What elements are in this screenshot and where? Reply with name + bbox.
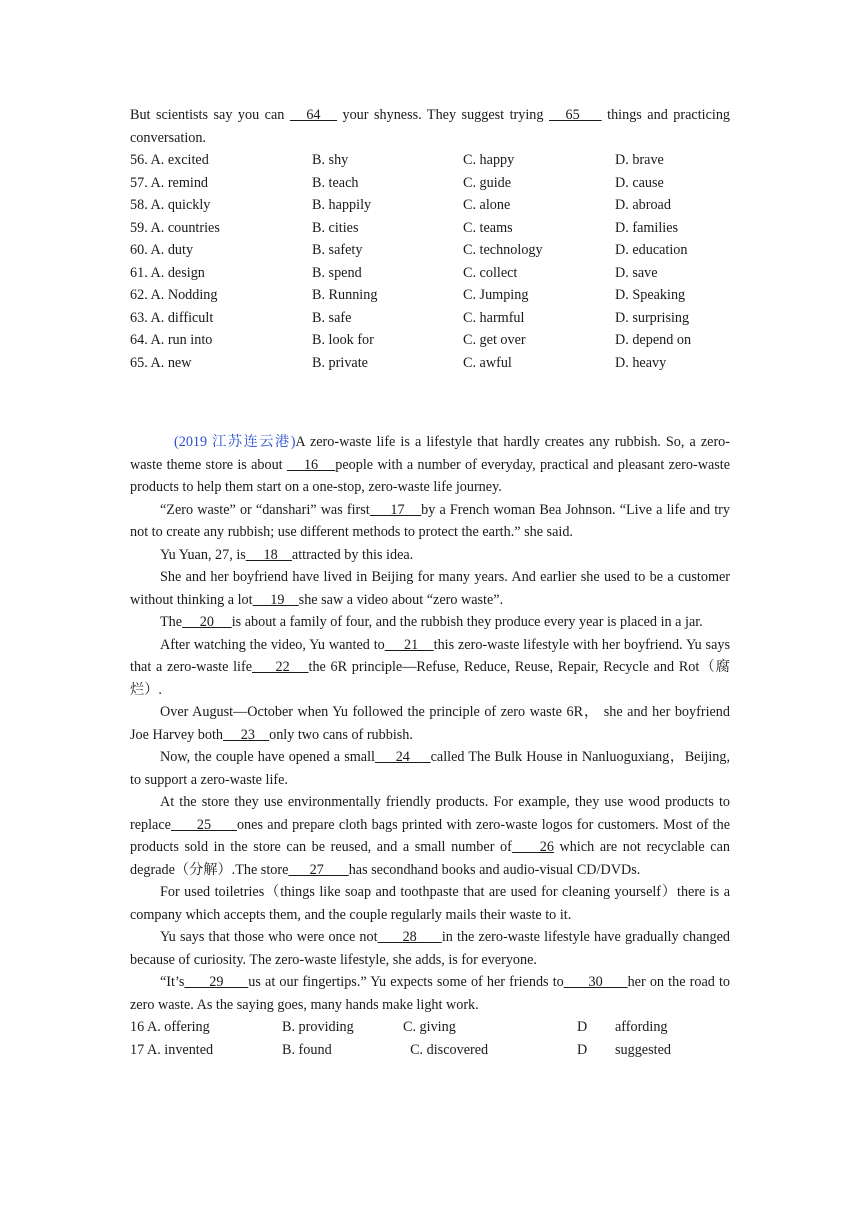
blank-24: 24 <box>375 749 431 765</box>
option-d: suggested <box>615 1041 671 1058</box>
passage-paragraph <box>130 634 730 702</box>
option-d: D. surprising <box>615 309 690 326</box>
blank-22: 22 <box>252 659 309 675</box>
option-c: C. Jumping <box>463 287 529 303</box>
option-a: 63. A. difficult <box>130 309 214 326</box>
option-c: C. discovered <box>403 1041 489 1058</box>
option-b: B. cities <box>312 219 359 236</box>
option-b: B. teach <box>312 174 359 191</box>
option-a: 61. A. design <box>130 264 205 281</box>
blank-21: 21 <box>384 636 434 653</box>
text: Yu Yuan, 27, is <box>160 546 246 563</box>
blank-29: 29 <box>184 974 249 990</box>
option-b: B. found <box>282 1041 332 1058</box>
question-row <box>130 1039 730 1062</box>
text: For used toiletries（things like soap and toothpaste that are used for cleaning yourself）there is a company which accepts them, and the couple regularly mails their waste to it. <box>130 884 730 923</box>
option-a: 17 A. invented <box>130 1041 214 1058</box>
blank-30: 30 <box>563 974 628 990</box>
passage-paragraph <box>130 431 730 499</box>
option-b: B. safety <box>312 242 363 258</box>
text: ones and prepare cloth bags printed with zero-waste logos for customers. Most of the products sold in the store can be reused, and a small number of <box>130 816 730 855</box>
option-b: B. shy <box>312 152 349 168</box>
blank-20: 20 <box>182 614 232 630</box>
source-label: (2019 江苏连云港) <box>174 434 296 450</box>
text: things and practicing conversation. <box>130 107 731 146</box>
option-c: C. guide <box>463 174 512 191</box>
text: in the zero-waste lifestyle have gradually changed because of curiosity. The zero-waste lifestyle, she adds, is for everyone. <box>130 929 730 968</box>
text: Over August—October when Yu followed the principle of zero waste 6R， she and her boyfriend Joe Harvey both <box>130 704 730 743</box>
blank-28: 28 <box>377 929 442 945</box>
blank-25: 25 <box>170 816 237 833</box>
blank-19: 19 <box>252 591 299 608</box>
option-a: 16 A. offering <box>130 1019 210 1035</box>
text: is about a family of four, and the rubbish they produce every year is placed in a jar. <box>231 614 703 630</box>
text: which are not recyclable can degrade（分解）.The store <box>130 839 730 878</box>
section-gap <box>130 374 730 431</box>
option-d: D. families <box>615 219 679 236</box>
question-row <box>130 217 730 240</box>
text: Yu says that those who were once not <box>160 929 378 945</box>
text: the 6R principle—Refuse, Reduce, Reuse, Repair, Recycle and Rot（腐烂）. <box>130 659 730 698</box>
option-c: C. technology <box>463 242 543 258</box>
option-a: 65. A. new <box>130 354 192 371</box>
blank-27: 27 <box>288 861 349 878</box>
text: After watching the video, Yu wanted to <box>160 636 385 653</box>
question-row <box>130 1016 730 1039</box>
blank-16: 16 <box>286 456 336 473</box>
text: She and her boyfriend have lived in Beijing for many years. And earlier she used to be a customer without thinking a lot <box>130 569 730 608</box>
document-page <box>130 104 730 1061</box>
option-b: B. spend <box>312 264 362 281</box>
text: called The Bulk House in Nanluoguxiang，Beijing, to support a zero-waste life. <box>130 749 731 788</box>
option-a: 64. A. run into <box>130 332 213 348</box>
text: us at our fingertips.” Yu expects some of her friends to <box>248 974 564 990</box>
question-row <box>130 239 730 262</box>
option-d: D. education <box>615 242 688 258</box>
blank-26: 26 <box>511 839 554 855</box>
option-b: B. look for <box>312 332 374 348</box>
text: But scientists say you can <box>130 107 290 123</box>
text: The <box>160 614 183 630</box>
text: only two cans of rubbish. <box>269 726 413 743</box>
option-b: B. happily <box>312 197 372 213</box>
option-d: D. cause <box>615 174 664 191</box>
option-a: 57. A. remind <box>130 174 209 191</box>
question-row <box>130 172 730 195</box>
question-row <box>130 352 730 375</box>
option-d: D. save <box>615 264 658 281</box>
options-list-56-65 <box>130 149 730 374</box>
blank-23: 23 <box>222 726 270 743</box>
passage-paragraph <box>130 881 730 926</box>
blank-18: 18 <box>245 546 292 563</box>
text: she saw a video about “zero waste”. <box>298 591 504 608</box>
option-b: B. Running <box>312 287 378 303</box>
passage-paragraph <box>130 611 730 634</box>
options-list-16-30 <box>130 1016 730 1061</box>
text: “Zero waste” or “danshari” was first <box>160 501 370 518</box>
passage-paragraph <box>130 566 730 611</box>
passage-paragraph <box>130 926 730 971</box>
text: has secondhand books and audio-visual CD/DVDs. <box>348 861 641 878</box>
passage-paragraph <box>130 499 730 544</box>
option-c: C. harmful <box>463 309 525 326</box>
text: “It’s <box>160 974 185 990</box>
option-c: C. giving <box>403 1019 456 1035</box>
option-c: C. awful <box>463 354 512 371</box>
option-a: 60. A. duty <box>130 242 194 258</box>
option-a: 56. A. excited <box>130 152 209 168</box>
passage-paragraph <box>130 746 730 791</box>
text: by a French woman Bea Johnson. “Live a life and try not to create any rubbish; use different methods to protect the earth.” she said. <box>130 501 731 540</box>
passage-paragraph <box>130 791 730 881</box>
option-c: C. get over <box>463 332 526 348</box>
option-b: B. providing <box>282 1019 354 1035</box>
question-row <box>130 194 730 217</box>
option-d: D. abroad <box>615 197 671 213</box>
text: this zero-waste lifestyle with her boyfriend. Yu says that a zero-waste life <box>130 636 730 675</box>
question-row <box>130 307 730 330</box>
passage-paragraph <box>130 544 730 567</box>
option-a: 58. A. quickly <box>130 197 211 213</box>
option-d-letter: D <box>577 1019 588 1035</box>
option-d: affording <box>615 1019 668 1035</box>
blank-65: 65 <box>549 107 602 123</box>
option-c: C. collect <box>463 264 518 281</box>
option-b: B. safe <box>312 309 352 326</box>
option-c: C. teams <box>463 219 513 236</box>
option-c: C. alone <box>463 197 511 213</box>
passage-paragraph <box>130 971 730 1016</box>
option-d-letter: D <box>577 1041 588 1058</box>
question-row <box>130 262 730 285</box>
text: attracted by this idea. <box>291 546 414 563</box>
text: people with a number of everyday, practical and pleasant zero-waste products to help them start on a one-stop, zero-waste life journey. <box>130 456 731 495</box>
blank-17: 17 <box>369 501 422 518</box>
passage-end-paragraph <box>130 104 730 149</box>
question-row <box>130 329 730 352</box>
option-d: D. heavy <box>615 354 667 371</box>
text: her on the road to zero waste. As the saying goes, many hands make light work. <box>130 974 731 1013</box>
text: A zero-waste life is a lifestyle that hardly creates any rubbish. So, a zero-waste theme store is about <box>130 434 730 473</box>
text: At the store they use environmentally friendly products. For example, they use wood products to replace <box>130 794 730 833</box>
question-row <box>130 149 730 172</box>
blank-64: 64 <box>289 107 337 123</box>
question-row <box>130 284 730 307</box>
option-b: B. private <box>312 354 368 371</box>
option-a: 59. A. countries <box>130 219 220 236</box>
option-a: 62. A. Nodding <box>130 287 218 303</box>
option-c: C. happy <box>463 152 515 168</box>
option-d: D. depend on <box>615 332 692 348</box>
text: your shyness. They suggest trying <box>337 107 549 123</box>
text: Now, the couple have opened a small <box>160 749 375 765</box>
option-d: D. Speaking <box>615 287 686 303</box>
option-d: D. brave <box>615 152 664 168</box>
passage-paragraph <box>130 701 730 746</box>
